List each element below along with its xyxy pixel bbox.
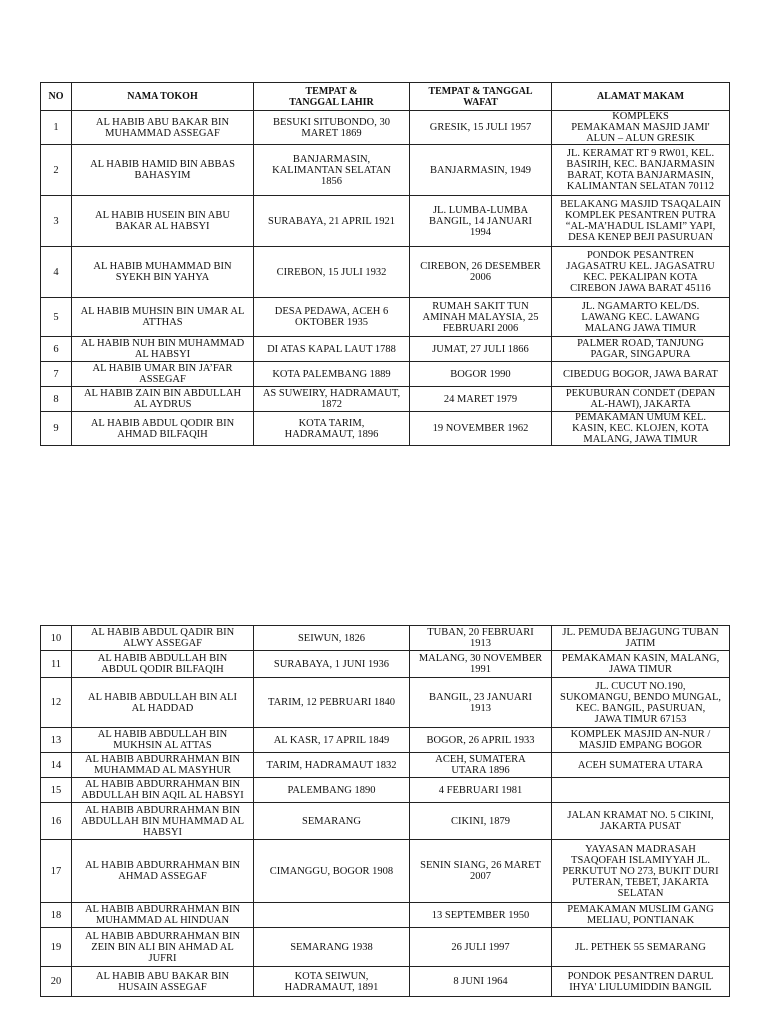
cell-alamat-makam bbox=[552, 778, 730, 803]
table-row bbox=[41, 840, 730, 903]
cell-tempat-tanggal-lahir: DESA PEDAWA, ACEH 6 OKTOBER 1935 bbox=[254, 298, 410, 337]
cell-tempat-tanggal-lahir: SEIWUN, 1826 bbox=[254, 626, 410, 651]
header-nama-tokoh: NAMA TOKOH bbox=[72, 83, 254, 111]
cell-no: 3 bbox=[41, 196, 72, 247]
cell-alamat-makam: PONDOK PESANTREN DARUL IHYA' LIULUMIDDIN BANGIL bbox=[552, 967, 730, 997]
cell-nama-tokoh: AL HABIB ABDURRAHMAN BIN AHMAD ASSEGAF bbox=[72, 840, 254, 903]
cell-tempat-tanggal-lahir: BANJARMASIN, KALIMANTAN SELATAN 1856 bbox=[254, 145, 410, 196]
table-row bbox=[41, 145, 730, 196]
cell-tempat-tanggal-wafat: TUBAN, 20 FEBRUARI 1913 bbox=[410, 626, 552, 651]
cell-no: 10 bbox=[41, 626, 72, 651]
cell-tempat-tanggal-lahir: KOTA SEIWUN, HADRAMAUT, 1891 bbox=[254, 967, 410, 997]
cell-no: 12 bbox=[41, 678, 72, 728]
cell-alamat-makam: ACEH SUMATERA UTARA bbox=[552, 753, 730, 778]
cell-tempat-tanggal-lahir: BESUKI SITUBONDO, 30 MARET 1869 bbox=[254, 111, 410, 145]
table-row bbox=[41, 651, 730, 678]
cell-alamat-makam: PALMER ROAD, TANJUNG PAGAR, SINGAPURA bbox=[552, 337, 730, 362]
table-1-body bbox=[41, 111, 730, 446]
cell-alamat-makam: PEMAKAMAN UMUM KEL. KASIN, KEC. KLOJEN, KOTA MALANG, JAWA TIMUR bbox=[552, 412, 730, 446]
cell-nama-tokoh: AL HABIB ABDUL QADIR BIN ALWY ASSEGAF bbox=[72, 626, 254, 651]
cell-no: 14 bbox=[41, 753, 72, 778]
cell-alamat-makam: BELAKANG MASJID TSAQALAIN KOMPLEK PESANTREN PUTRA “AL-MA’HADUL ISLAMI” YAPI, DESA KENEP BEJI PASURUAN bbox=[552, 196, 730, 247]
cell-tempat-tanggal-wafat: 4 FEBRUARI 1981 bbox=[410, 778, 552, 803]
cell-nama-tokoh: AL HABIB ABDURRAHMAN BIN ABDULLAH BIN MUHAMMAD AL HABSYI bbox=[72, 803, 254, 840]
cell-tempat-tanggal-wafat: 24 MARET 1979 bbox=[410, 387, 552, 412]
table-2-body bbox=[41, 626, 730, 997]
table-row bbox=[41, 903, 730, 928]
cell-tempat-tanggal-lahir bbox=[254, 903, 410, 928]
cell-alamat-makam: JL. CUCUT NO.190, SUKOMANGU, BENDO MUNGAL, KEC. BANGIL, PASURUAN, JAWA TIMUR 67153 bbox=[552, 678, 730, 728]
cell-nama-tokoh: AL HABIB ABU BAKAR BIN MUHAMMAD ASSEGAF bbox=[72, 111, 254, 145]
cell-tempat-tanggal-wafat: BOGOR 1990 bbox=[410, 362, 552, 387]
table-row bbox=[41, 728, 730, 753]
cell-tempat-tanggal-wafat: JL. LUMBA-LUMBA BANGIL, 14 JANUARI 1994 bbox=[410, 196, 552, 247]
cell-nama-tokoh: AL HABIB ABU BAKAR BIN HUSAIN ASSEGAF bbox=[72, 967, 254, 997]
cell-tempat-tanggal-wafat: BANJARMASIN, 1949 bbox=[410, 145, 552, 196]
cell-nama-tokoh: AL HABIB UMAR BIN JA’FAR ASSEGAF bbox=[72, 362, 254, 387]
table-row bbox=[41, 626, 730, 651]
cell-nama-tokoh: AL HABIB ABDURRAHMAN BIN MUHAMMAD AL MASYHUR bbox=[72, 753, 254, 778]
cell-nama-tokoh: AL HABIB HUSEIN BIN ABU BAKAR AL HABSYI bbox=[72, 196, 254, 247]
cell-tempat-tanggal-wafat: CIREBON, 26 DESEMBER 2006 bbox=[410, 247, 552, 298]
cell-tempat-tanggal-lahir: SEMARANG bbox=[254, 803, 410, 840]
cell-nama-tokoh: AL HABIB MUHAMMAD BIN SYEKH BIN YAHYA bbox=[72, 247, 254, 298]
tokoh-table-1 bbox=[40, 82, 730, 446]
cell-no: 15 bbox=[41, 778, 72, 803]
cell-no: 18 bbox=[41, 903, 72, 928]
table-row bbox=[41, 111, 730, 145]
table-row bbox=[41, 387, 730, 412]
cell-tempat-tanggal-lahir: CIREBON, 15 JULI 1932 bbox=[254, 247, 410, 298]
table-row bbox=[41, 247, 730, 298]
cell-no: 19 bbox=[41, 928, 72, 967]
cell-tempat-tanggal-wafat: 26 JULI 1997 bbox=[410, 928, 552, 967]
cell-no: 11 bbox=[41, 651, 72, 678]
header-tempat-tanggal-lahir: TEMPAT & TANGGAL LAHIR bbox=[254, 83, 410, 111]
cell-alamat-makam: CIBEDUG BOGOR, JAWA BARAT bbox=[552, 362, 730, 387]
cell-nama-tokoh: AL HABIB ABDURRAHMAN BIN ABDULLAH BIN AQIL AL HABSYI bbox=[72, 778, 254, 803]
table-row bbox=[41, 928, 730, 967]
cell-nama-tokoh: AL HABIB MUHSIN BIN UMAR AL ATTHAS bbox=[72, 298, 254, 337]
cell-tempat-tanggal-lahir: SURABAYA, 1 JUNI 1936 bbox=[254, 651, 410, 678]
tokoh-table-2 bbox=[40, 625, 730, 997]
cell-no: 4 bbox=[41, 247, 72, 298]
table-row bbox=[41, 778, 730, 803]
cell-nama-tokoh: AL HABIB ABDULLAH BIN MUKHSIN AL ATTAS bbox=[72, 728, 254, 753]
cell-no: 8 bbox=[41, 387, 72, 412]
cell-no: 7 bbox=[41, 362, 72, 387]
table-row bbox=[41, 753, 730, 778]
cell-tempat-tanggal-wafat: MALANG, 30 NOVEMBER 1991 bbox=[410, 651, 552, 678]
cell-tempat-tanggal-wafat: 13 SEPTEMBER 1950 bbox=[410, 903, 552, 928]
cell-no: 9 bbox=[41, 412, 72, 446]
cell-tempat-tanggal-wafat: BOGOR, 26 APRIL 1933 bbox=[410, 728, 552, 753]
cell-tempat-tanggal-lahir: TARIM, 12 PEBRUARI 1840 bbox=[254, 678, 410, 728]
cell-alamat-makam: JL. PEMUDA BEJAGUNG TUBAN JATIM bbox=[552, 626, 730, 651]
header-alamat-makam: ALAMAT MAKAM bbox=[552, 83, 730, 111]
cell-tempat-tanggal-lahir: AS SUWEIRY, HADRAMAUT, 1872 bbox=[254, 387, 410, 412]
cell-alamat-makam: JL. KERAMAT RT 9 RW01, KEL. BASIRIH, KEC. BANJARMASIN BARAT, KOTA BANJARMASIN, KALIMANTAN SELATAN 70112 bbox=[552, 145, 730, 196]
table-row bbox=[41, 337, 730, 362]
header-no: NO bbox=[41, 83, 72, 111]
cell-tempat-tanggal-wafat: SENIN SIANG, 26 MARET 2007 bbox=[410, 840, 552, 903]
cell-nama-tokoh: AL HABIB ABDURRAHMAN BIN MUHAMMAD AL HINDUAN bbox=[72, 903, 254, 928]
cell-tempat-tanggal-wafat: 19 NOVEMBER 1962 bbox=[410, 412, 552, 446]
cell-tempat-tanggal-wafat: GRESIK, 15 JULI 1957 bbox=[410, 111, 552, 145]
cell-no: 13 bbox=[41, 728, 72, 753]
table-row bbox=[41, 412, 730, 446]
table-row bbox=[41, 803, 730, 840]
table-row bbox=[41, 298, 730, 337]
cell-tempat-tanggal-lahir: KOTA PALEMBANG 1889 bbox=[254, 362, 410, 387]
cell-nama-tokoh: AL HABIB ZAIN BIN ABDULLAH AL AYDRUS bbox=[72, 387, 254, 412]
cell-alamat-makam: KOMPLEKS PEMAKAMAN MASJID JAMI' ALUN – ALUN GRESIK bbox=[552, 111, 730, 145]
cell-tempat-tanggal-lahir: AL KASR, 17 APRIL 1849 bbox=[254, 728, 410, 753]
table-row bbox=[41, 678, 730, 728]
cell-nama-tokoh: AL HABIB NUH BIN MUHAMMAD AL HABSYI bbox=[72, 337, 254, 362]
cell-nama-tokoh: AL HABIB ABDUL QODIR BIN AHMAD BILFAQIH bbox=[72, 412, 254, 446]
cell-tempat-tanggal-lahir: KOTA TARIM, HADRAMAUT, 1896 bbox=[254, 412, 410, 446]
cell-alamat-makam: PEMAKAMAN MUSLIM GANG MELIAU, PONTIANAK bbox=[552, 903, 730, 928]
cell-tempat-tanggal-lahir: CIMANGGU, BOGOR 1908 bbox=[254, 840, 410, 903]
cell-nama-tokoh: AL HABIB ABDURRAHMAN BIN ZEIN BIN ALI BIN AHMAD AL JUFRI bbox=[72, 928, 254, 967]
cell-tempat-tanggal-wafat: ACEH, SUMATERA UTARA 1896 bbox=[410, 753, 552, 778]
cell-tempat-tanggal-wafat: RUMAH SAKIT TUN AMINAH MALAYSIA, 25 FEBRUARI 2006 bbox=[410, 298, 552, 337]
cell-no: 16 bbox=[41, 803, 72, 840]
cell-no: 5 bbox=[41, 298, 72, 337]
header-tempat-tanggal-wafat: TEMPAT & TANGGAL WAFAT bbox=[410, 83, 552, 111]
cell-tempat-tanggal-lahir: SEMARANG 1938 bbox=[254, 928, 410, 967]
cell-no: 20 bbox=[41, 967, 72, 997]
cell-alamat-makam: KOMPLEK MASJID AN-NUR / MASJID EMPANG BOGOR bbox=[552, 728, 730, 753]
table-row bbox=[41, 362, 730, 387]
cell-no: 2 bbox=[41, 145, 72, 196]
cell-tempat-tanggal-wafat: 8 JUNI 1964 bbox=[410, 967, 552, 997]
cell-nama-tokoh: AL HABIB ABDULLAH BIN ALI AL HADDAD bbox=[72, 678, 254, 728]
cell-alamat-makam: JALAN KRAMAT NO. 5 CIKINI, JAKARTA PUSAT bbox=[552, 803, 730, 840]
cell-alamat-makam: PEMAKAMAN KASIN, MALANG, JAWA TIMUR bbox=[552, 651, 730, 678]
cell-alamat-makam: YAYASAN MADRASAH TSAQOFAH ISLAMIYYAH JL. PERKUTUT NO 273, BUKIT DURI PUTERAN, TEBET, JAKARTA SELATAN bbox=[552, 840, 730, 903]
cell-no: 6 bbox=[41, 337, 72, 362]
cell-tempat-tanggal-lahir: SURABAYA, 21 APRIL 1921 bbox=[254, 196, 410, 247]
cell-tempat-tanggal-wafat: JUMAT, 27 JULI 1866 bbox=[410, 337, 552, 362]
cell-alamat-makam: PEKUBURAN CONDET (DEPAN AL-HAWI), JAKARTA bbox=[552, 387, 730, 412]
cell-tempat-tanggal-lahir: DI ATAS KAPAL LAUT 1788 bbox=[254, 337, 410, 362]
cell-tempat-tanggal-wafat: CIKINI, 1879 bbox=[410, 803, 552, 840]
cell-alamat-makam: JL. NGAMARTO KEL/DS. LAWANG KEC. LAWANG MALANG JAWA TIMUR bbox=[552, 298, 730, 337]
cell-no: 1 bbox=[41, 111, 72, 145]
cell-alamat-makam: PONDOK PESANTREN JAGASATRU KEL. JAGASATRU KEC. PEKALIPAN KOTA CIREBON JAWA BARAT 45116 bbox=[552, 247, 730, 298]
table-row bbox=[41, 967, 730, 997]
cell-no: 17 bbox=[41, 840, 72, 903]
cell-alamat-makam: JL. PETHEK 55 SEMARANG bbox=[552, 928, 730, 967]
cell-tempat-tanggal-wafat: BANGIL, 23 JANUARI 1913 bbox=[410, 678, 552, 728]
cell-nama-tokoh: AL HABIB HAMID BIN ABBAS BAHASYIM bbox=[72, 145, 254, 196]
header-row bbox=[41, 83, 730, 111]
cell-nama-tokoh: AL HABIB ABDULLAH BIN ABDUL QODIR BILFAQIH bbox=[72, 651, 254, 678]
table-row bbox=[41, 196, 730, 247]
cell-tempat-tanggal-lahir: PALEMBANG 1890 bbox=[254, 778, 410, 803]
cell-tempat-tanggal-lahir: TARIM, HADRAMAUT 1832 bbox=[254, 753, 410, 778]
